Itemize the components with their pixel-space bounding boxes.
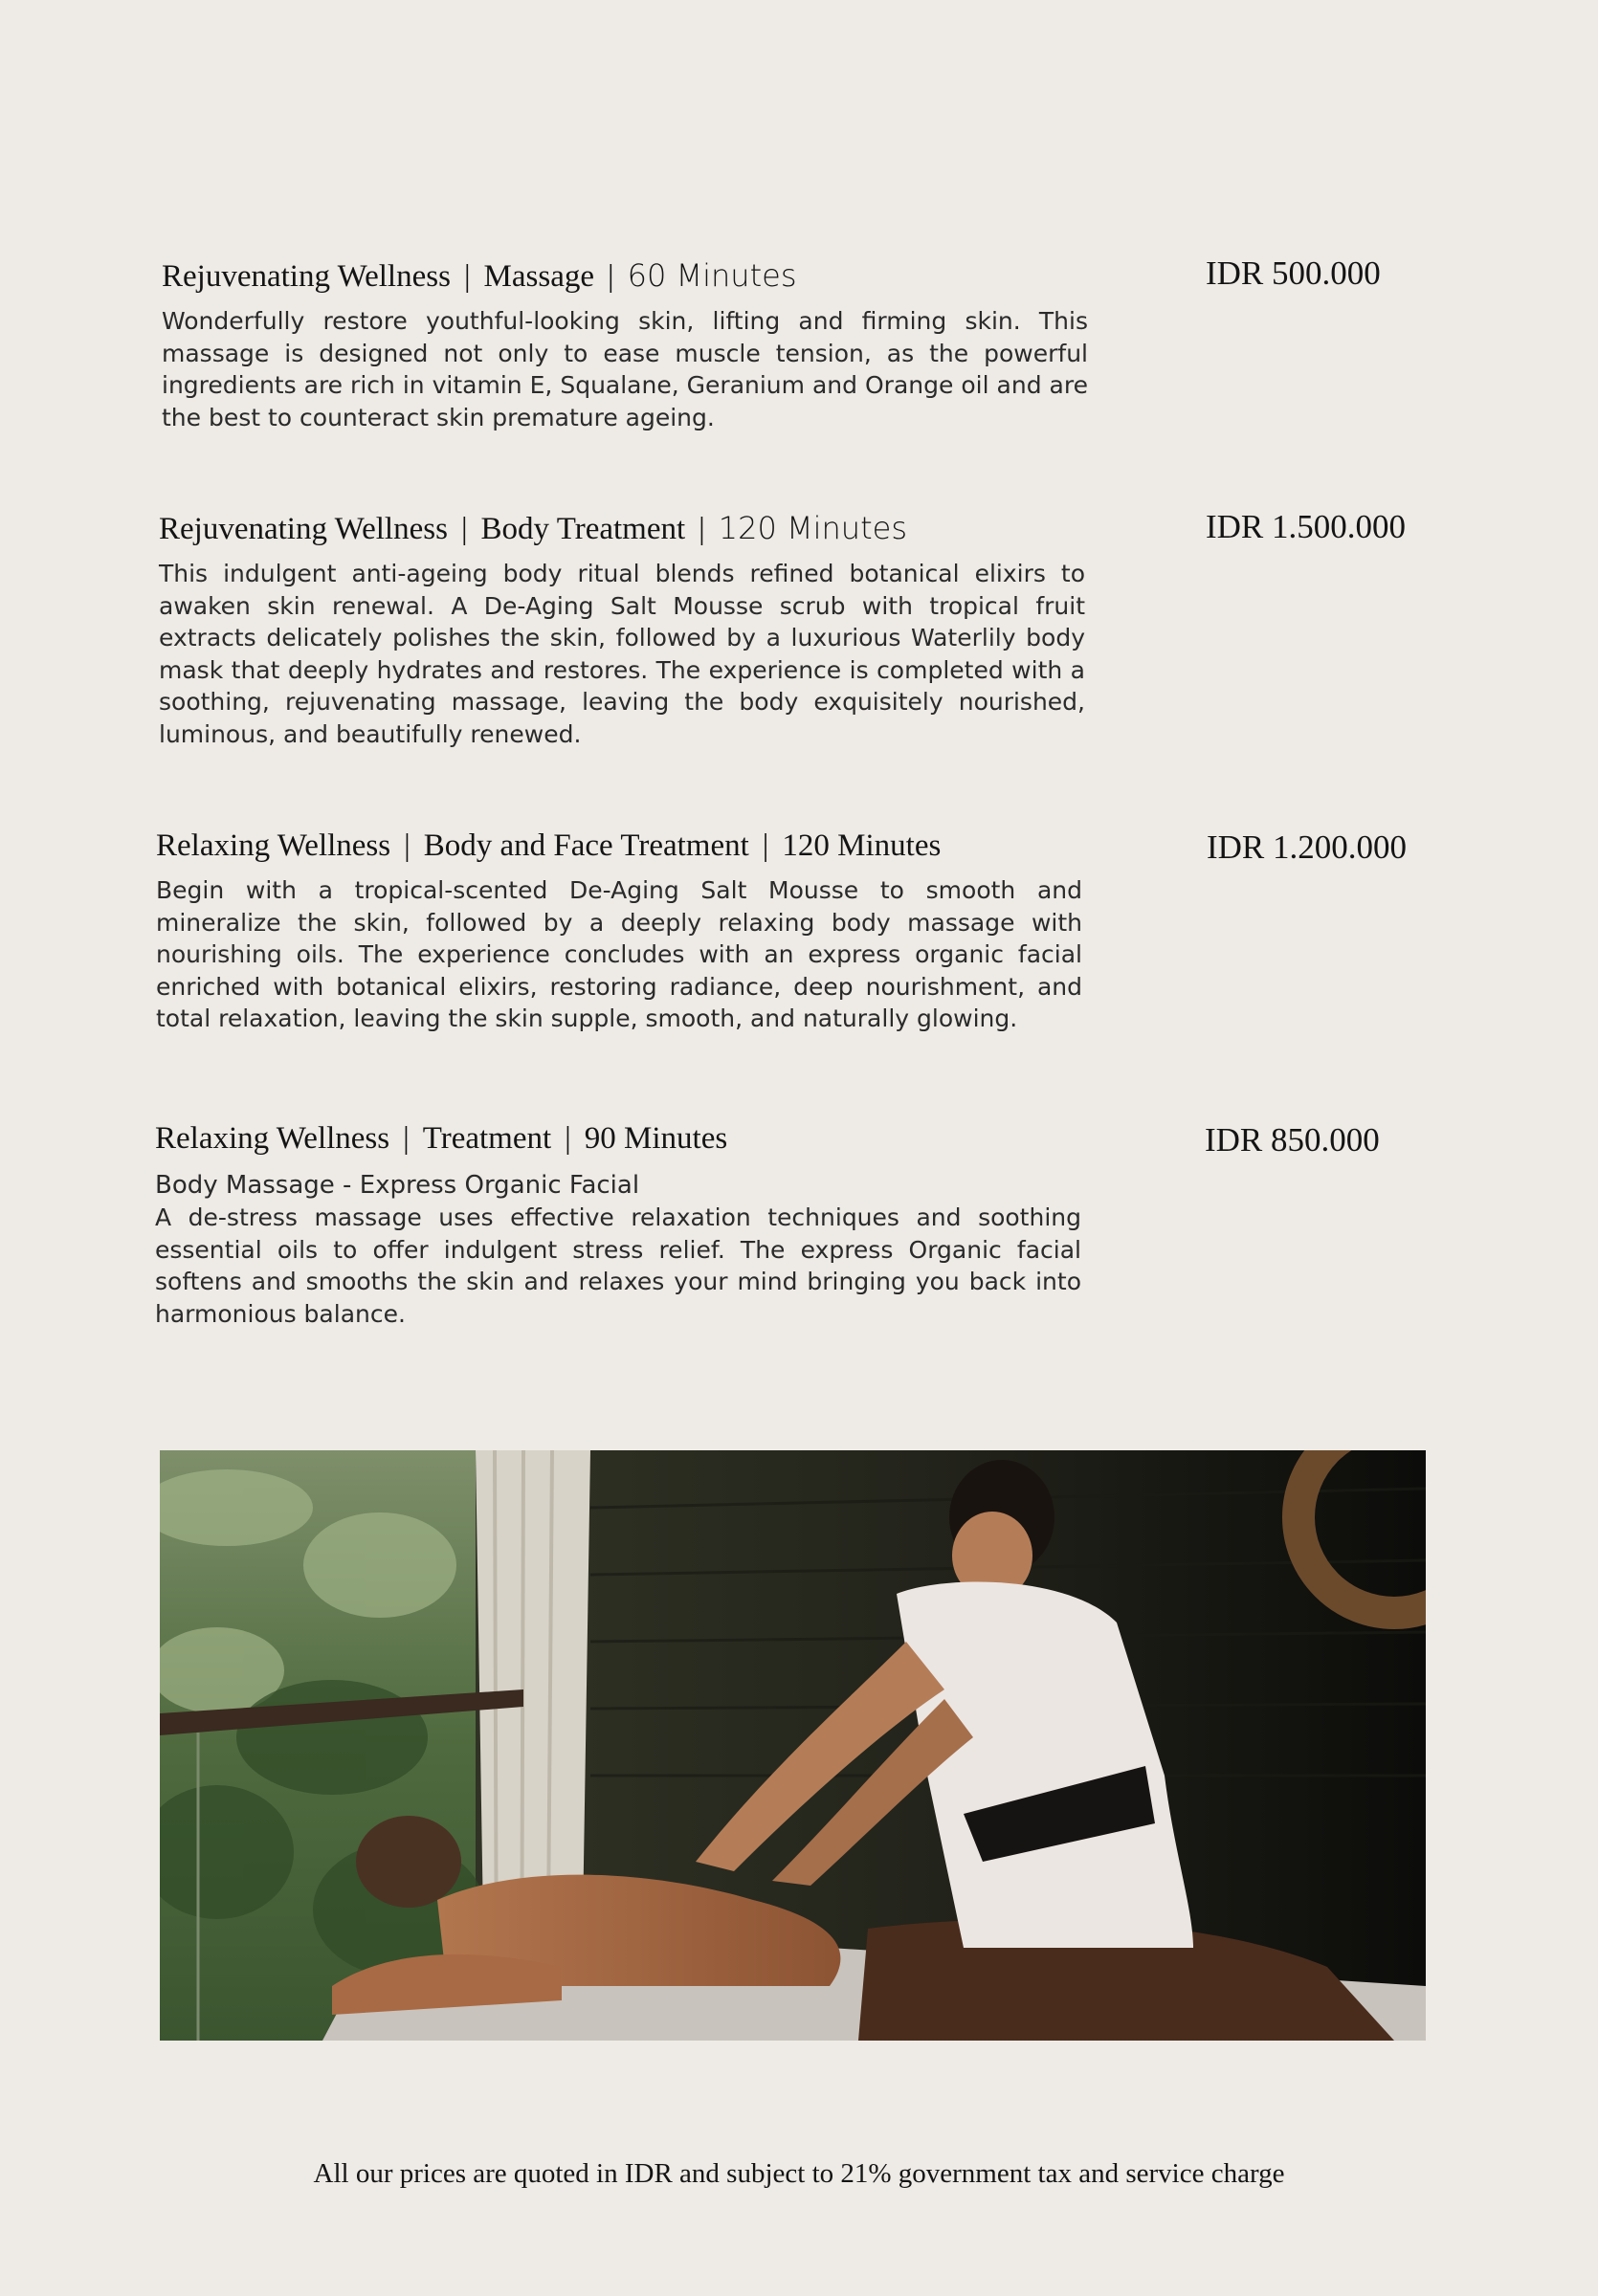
separator: |: [699, 512, 705, 546]
item-duration: 90 Minutes: [584, 1121, 728, 1156]
item-type: Body and Face Treatment: [423, 828, 749, 863]
item-type: Treatment: [422, 1121, 552, 1156]
menu-item-3: [156, 827, 1082, 1035]
item-description: This indulgent anti-ageing body ritual blends refined botanical elixirs to awaken skin renewal. A De-Aging Salt Mousse scrub with tropical fruit extracts delicately polishes the skin, followed by a luxurious Waterlily body mask that deeply hydrates and restores. The experience is completed with a soothing, rejuvenating massage, leaving the body exquisitely nourished, luminous, and beautifully renewed.: [159, 560, 1085, 748]
item-title: [159, 509, 1085, 548]
menu-item-2: [159, 509, 1085, 751]
item-price: IDR 500.000: [1206, 254, 1381, 292]
item-description: Begin with a tropical-scented De-Aging Salt Mousse to smooth and mineralize the skin, followed by a deeply relaxing body massage with nourishing oils. The experience concludes with an express organic facial enriched with botanical elixirs, restoring radiance, deep nourishment, and total relaxation, leaving the skin supple, smooth, and naturally glowing.: [156, 876, 1082, 1033]
item-category: Relaxing Wellness: [155, 1121, 390, 1156]
item-price: IDR 850.000: [1205, 1121, 1380, 1159]
item-description: Wonderfully restore youthful-looking skin, lifting and firming skin. This massage is designed not only to ease muscle tension, as the powerful ingredients are rich in vitamin E, Squalane, Geranium and Orange oil and are the best to counteract skin premature ageing.: [162, 307, 1088, 431]
menu-item-1: [162, 256, 1088, 433]
separator: |: [565, 1121, 571, 1156]
separator: |: [403, 1121, 410, 1156]
item-price: IDR 1.500.000: [1206, 508, 1407, 545]
item-type: Massage: [483, 259, 595, 294]
menu-item-4: [155, 1119, 1081, 1330]
item-duration: 120 Minutes: [718, 510, 907, 546]
item-duration: 60 Minutes: [627, 257, 797, 294]
item-category: Rejuvenating Wellness: [162, 259, 451, 294]
item-duration: 120 Minutes: [782, 828, 942, 863]
photo-illustration: [160, 1450, 1426, 2041]
item-category: Relaxing Wellness: [156, 828, 391, 863]
item-price: IDR 1.200.000: [1207, 828, 1408, 866]
spa-massage-photo: [160, 1450, 1426, 2041]
item-category: Rejuvenating Wellness: [159, 512, 448, 546]
item-subtitle: Body Massage - Express Organic Facial: [155, 1171, 640, 1200]
separator: |: [762, 828, 769, 863]
separator: |: [460, 512, 468, 546]
separator: |: [608, 259, 614, 294]
item-title: [155, 1119, 1081, 1158]
footer-note: All our prices are quoted in IDR and subject to 21% government tax and service charge: [313, 2158, 1285, 2189]
separator: |: [463, 259, 471, 294]
separator: |: [404, 828, 411, 863]
item-title: [156, 827, 1082, 865]
item-type: Body Treatment: [480, 512, 686, 546]
item-description: A de-stress massage uses effective relaxation techniques and soothing essential oils to offer indulgent stress relief. The express Organic facial softens and smooths the skin and relaxes your mind bringing you back into harmonious balance.: [155, 1203, 1081, 1328]
item-title: [162, 256, 1088, 296]
